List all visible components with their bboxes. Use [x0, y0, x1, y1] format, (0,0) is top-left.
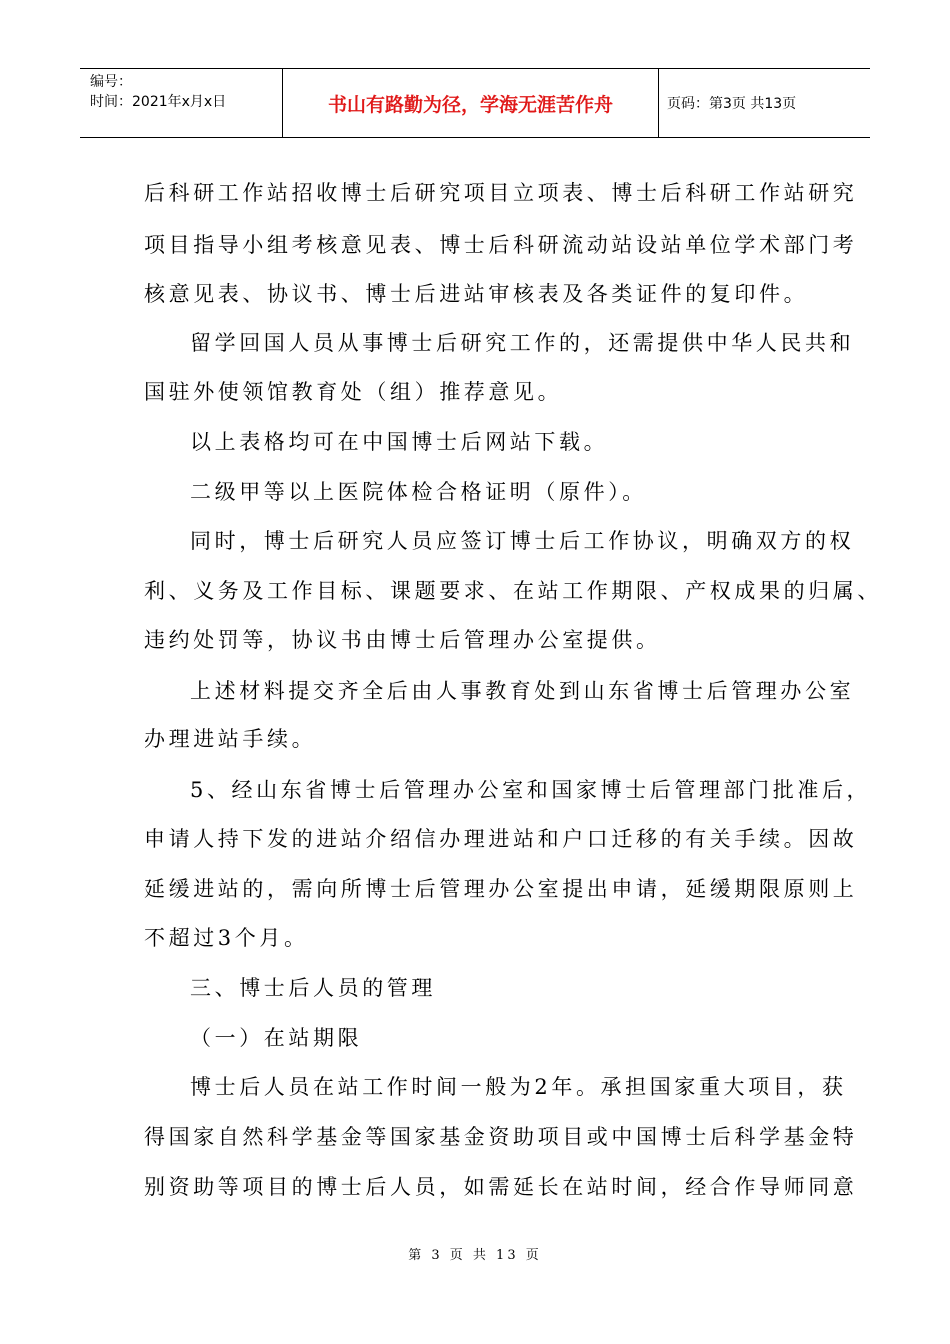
header-meta [80, 69, 283, 137]
text-line: 别资助等项目的博士后人员，如需延长在站时间，经合作导师同意 [144, 1175, 858, 1199]
text-line: 得国家自然科学基金等国家基金资助项目或中国博士后科学基金特 [144, 1125, 858, 1149]
text-line: 上述材料提交齐全后由人事教育处到山东省博士后管理办公室 [190, 679, 855, 703]
text-line: 利、义务及工作目标、课题要求、在站工作期限、产权成果的归属、 [144, 579, 882, 603]
text-line: 5、经山东省博士后管理办公室和国家博士后管理部门批准后， [190, 778, 872, 802]
text-line: 同时，博士后研究人员应签订博士后工作协议，明确双方的权 [190, 529, 855, 553]
text-line: 申请人持下发的进站介绍信办理进站和户口迁移的有关手续。因故 [144, 827, 858, 851]
text-line: 办理进站手续。 [144, 727, 317, 751]
subsection-heading: （一）在站期限 [190, 1026, 363, 1050]
text-line: 不超过3个月。 [144, 926, 309, 950]
text-line: 核意见表、协议书、博士后进站审核表及各类证件的复印件。 [144, 282, 809, 306]
time-label: 时间：2021年x月x日 [90, 94, 227, 110]
number-label: 编号： [90, 74, 132, 90]
text-line: 违约处罚等，协议书由博士后管理办公室提供。 [144, 628, 661, 652]
text-line: 留学回国人员从事博士后研究工作的，还需提供中华人民共和 [190, 331, 855, 355]
page-header [80, 68, 870, 138]
text-line: 二级甲等以上医院体检合格证明（原件）。 [190, 480, 647, 504]
text-line: 后科研工作站招收博士后研究项目立项表、博士后科研工作站研究 [144, 181, 858, 205]
text-line: 博士后人员在站工作时间一般为2年。承担国家重大项目，获 [190, 1075, 847, 1099]
page-footer: 第 3 页 共 13 页 [408, 1248, 542, 1263]
section-heading: 三、博士后人员的管理 [190, 976, 436, 1000]
text-line: 国驻外使领馆教育处（组）推荐意见。 [144, 380, 563, 404]
text-line: 延缓进站的，需向所博士后管理办公室提出申请，延缓期限原则上 [144, 877, 858, 901]
text-line: 项目指导小组考核意见表、博士后科研流动站设站单位学术部门考 [144, 233, 858, 257]
header-motto: 书山有路勤为径，学海无涯苦作舟 [283, 69, 659, 137]
text-line: 以上表格均可在中国博士后网站下载。 [190, 430, 609, 454]
header-page-info: 页码：第3页 共13页 [667, 96, 797, 112]
